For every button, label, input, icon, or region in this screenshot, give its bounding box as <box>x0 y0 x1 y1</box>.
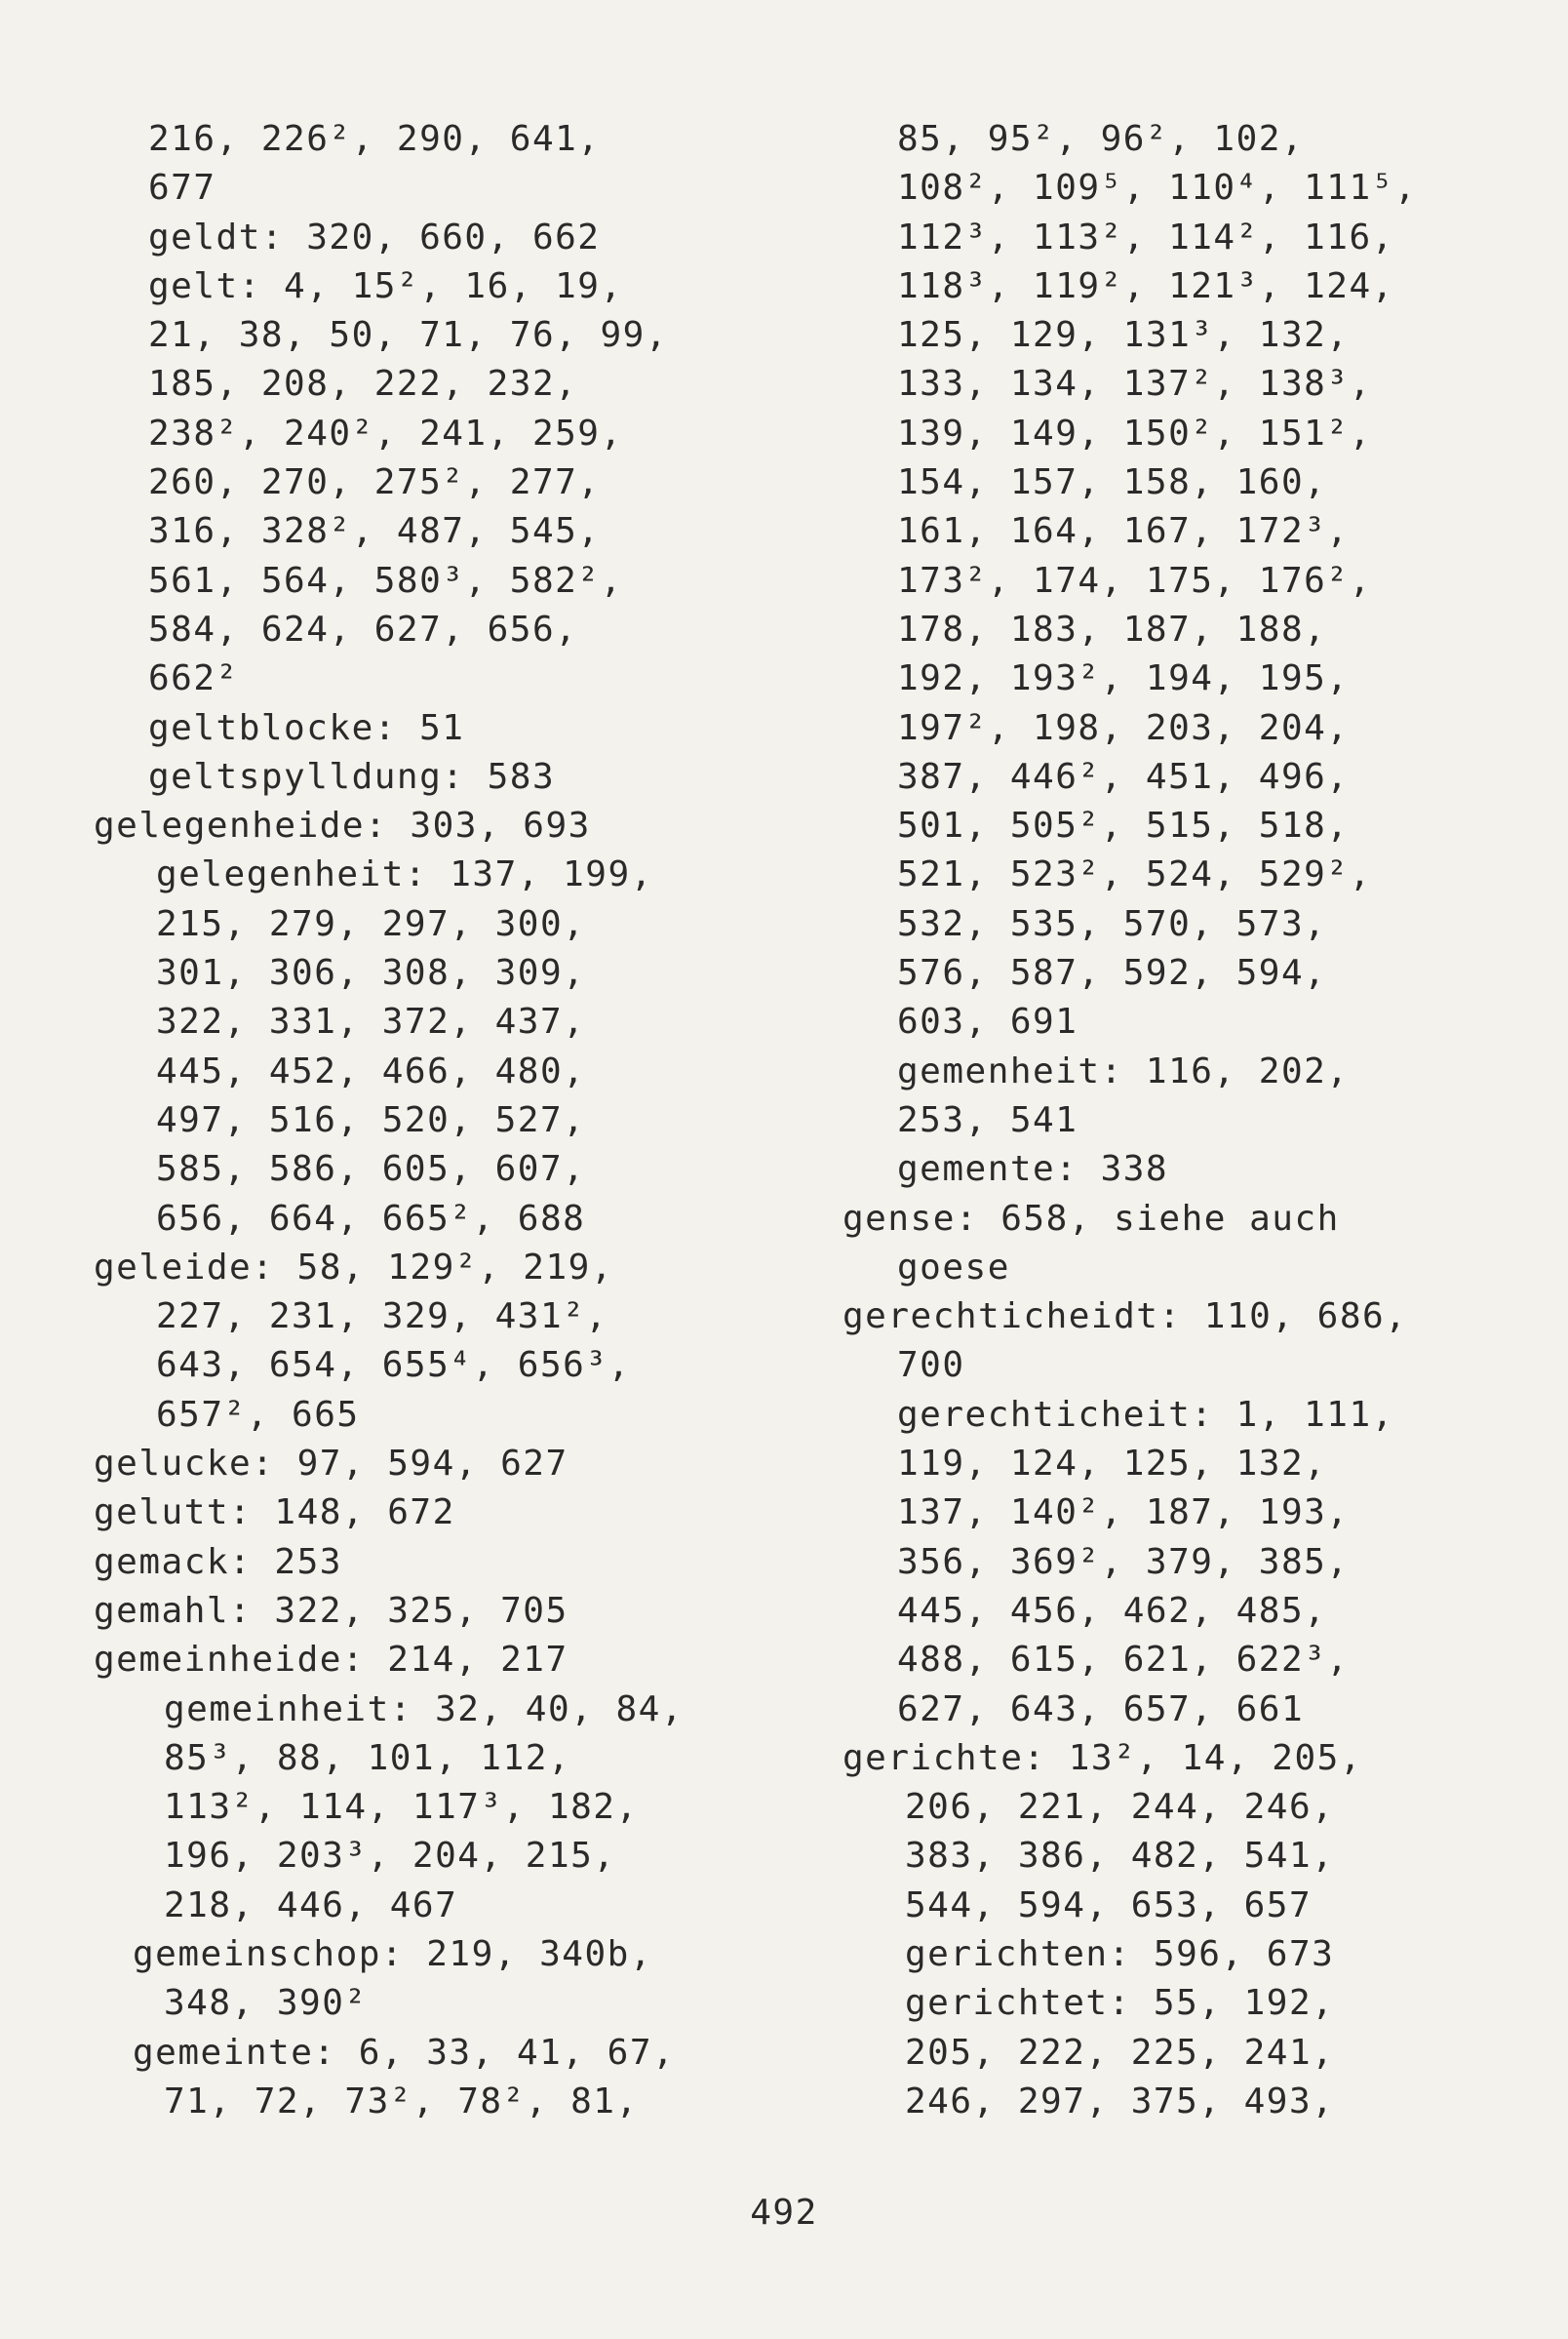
index-entry-left-line: 71, 72, 73², 78², 81, <box>164 2081 639 2121</box>
index-entry-right-line: 108², 109⁵, 110⁴, 111⁵, <box>897 168 1417 209</box>
index-column-right <box>843 115 1525 2126</box>
index-entry-right-line: 154, 157, 158, 160, <box>897 462 1327 503</box>
index-entry-right-line: 246, 297, 375, 493, <box>905 2081 1335 2121</box>
index-entry-right-line: 501, 505², 515, 518, <box>897 806 1350 847</box>
index-entry-right-line: 133, 134, 137², 138³, <box>897 364 1372 405</box>
index-entry-left-line: 584, 624, 627, 656, <box>148 609 578 650</box>
index-entry-left-line: 643, 654, 655⁴, 656³, <box>156 1345 631 1386</box>
index-entry-right-line: 205, 222, 225, 241, <box>905 2032 1335 2073</box>
index-entry-left-line: 301, 306, 308, 309, <box>156 953 586 994</box>
index-entry-left-line: 113², 114, 117³, 182, <box>164 1787 639 1828</box>
index-entry-right-line: 356, 369², 379, 385, <box>897 1541 1350 1582</box>
index-entry-left-line: geltspylldung: 583 <box>148 756 556 797</box>
index-entry-left-line: 316, 328², 487, 545, <box>148 511 601 552</box>
index-entry-right-line: gerichten: 596, 673 <box>905 1933 1335 1974</box>
index-entry-right-line: 488, 615, 621, 622³, <box>897 1640 1350 1681</box>
index-entry-right-line: 125, 129, 131³, 132, <box>897 315 1350 356</box>
index-entry-right-line: 119, 124, 125, 132, <box>897 1444 1327 1485</box>
index-entry-left-line: 348, 390² <box>164 1983 368 2024</box>
index-entry-right-line: 112³, 113², 114², 116, <box>897 217 1394 258</box>
index-entry-left-line: 21, 38, 50, 71, 76, 99, <box>148 315 668 356</box>
index-column-left <box>94 115 776 2126</box>
index-entry-right-line: gerechticheit: 1, 111, <box>897 1394 1394 1435</box>
index-entry-left-line: 657², 665 <box>156 1394 360 1435</box>
index-entry-left-line: 322, 331, 372, 437, <box>156 1002 586 1043</box>
index-entry-right-line: 192, 193², 194, 195, <box>897 658 1350 699</box>
index-entry-right-line: 137, 140², 187, 193, <box>897 1492 1350 1533</box>
index-entry-right-line: 139, 149, 150², 151², <box>897 413 1372 454</box>
index-entry-left-line: gelucke: 97, 594, 627 <box>94 1444 568 1485</box>
index-entry-right-line: 85, 95², 96², 102, <box>897 119 1305 159</box>
index-entry-right-line: 206, 221, 244, 246, <box>905 1787 1335 1828</box>
index-entry-right-line: gemente: 338 <box>897 1149 1169 1190</box>
index-entry-left-line: 585, 586, 605, 607, <box>156 1149 586 1190</box>
index-entry-right-line: 627, 643, 657, 661 <box>897 1688 1305 1729</box>
index-entry-left-line: 445, 452, 466, 480, <box>156 1051 586 1091</box>
index-entry-left-line: gelegenheit: 137, 199, <box>156 854 653 895</box>
index-entry-left-line: gemeinte: 6, 33, 41, 67, <box>133 2032 676 2073</box>
index-entry-left-line: 227, 231, 329, 431², <box>156 1296 608 1337</box>
index-entry-left-line: gelegenheide: 303, 693 <box>94 806 591 847</box>
index-entry-right-line: 544, 594, 653, 657 <box>905 1884 1313 1925</box>
index-entry-left-line: gemahl: 322, 325, 705 <box>94 1590 568 1631</box>
index-entry-left-line: geltblocke: 51 <box>148 707 465 748</box>
index-entry-left-line: 662² <box>148 658 239 699</box>
index-entry-left-line: gelutt: 148, 672 <box>94 1492 455 1533</box>
index-entry-right-line: gemenheit: 116, 202, <box>897 1051 1350 1091</box>
index-entry-right-line: goese <box>897 1247 1010 1288</box>
index-entry-left-line: 215, 279, 297, 300, <box>156 903 586 944</box>
index-entry-right-line: 197², 198, 203, 204, <box>897 707 1350 748</box>
index-entry-right-line: 173², 174, 175, 176², <box>897 560 1372 601</box>
index-entry-right-line: 161, 164, 167, 172³, <box>897 511 1350 552</box>
index-entry-right-line: 178, 183, 187, 188, <box>897 609 1327 650</box>
index-entry-left-line: 238², 240², 241, 259, <box>148 413 623 454</box>
index-entry-left-line: 497, 516, 520, 527, <box>156 1099 586 1140</box>
index-entry-left-line: 218, 446, 467 <box>164 1884 458 1925</box>
index-entry-right-line: 383, 386, 482, 541, <box>905 1836 1335 1877</box>
index-entry-left-line: gemeinschop: 219, 340b, <box>133 1933 652 1974</box>
index-entry-left-line: gemeinheit: 32, 40, 84, <box>164 1688 684 1729</box>
index-entry-right-line: 387, 446², 451, 496, <box>897 756 1350 797</box>
index-entry-left-line: gemack: 253 <box>94 1541 342 1582</box>
index-entry-right-line: 521, 523², 524, 529², <box>897 854 1372 895</box>
index-entry-left-line: 185, 208, 222, 232, <box>148 364 578 405</box>
index-entry-right-line: 532, 535, 570, 573, <box>897 903 1327 944</box>
index-entry-left-line: geldt: 320, 660, 662 <box>148 217 601 258</box>
index-entry-left-line: 656, 664, 665², 688 <box>156 1198 586 1239</box>
index-entry-right-line: gerichtet: 55, 192, <box>905 1983 1335 2024</box>
index-entry-right-line: 576, 587, 592, 594, <box>897 953 1327 994</box>
index-entry-right-line: gense: 658, siehe auch <box>843 1198 1340 1239</box>
index-entry-left-line: 216, 226², 290, 641, <box>148 119 601 159</box>
index-entry-left-line: gelt: 4, 15², 16, 19, <box>148 265 623 306</box>
index-entry-right-line: 445, 456, 462, 485, <box>897 1590 1327 1631</box>
index-entry-right-line: 603, 691 <box>897 1002 1078 1043</box>
index-entry-right-line: gerechticheidt: 110, 686, <box>843 1296 1408 1337</box>
index-entry-left-line: 85³, 88, 101, 112, <box>164 1737 571 1778</box>
index-entry-left-line: 561, 564, 580³, 582², <box>148 560 623 601</box>
index-entry-left-line: 260, 270, 275², 277, <box>148 462 601 503</box>
index-entry-right-line: gerichte: 13², 14, 205, <box>843 1737 1362 1778</box>
index-entry-left-line: gemeinheide: 214, 217 <box>94 1640 568 1681</box>
page-number: 492 <box>750 2193 818 2233</box>
index-entry-right-line: 700 <box>897 1345 965 1386</box>
index-entry-left-line: 196, 203³, 204, 215, <box>164 1836 616 1877</box>
index-entry-left-line: 677 <box>148 168 216 209</box>
index-entry-left-line: geleide: 58, 129², 219, <box>94 1247 613 1288</box>
index-entry-right-line: 118³, 119², 121³, 124, <box>897 265 1394 306</box>
index-entry-right-line: 253, 541 <box>897 1099 1078 1140</box>
